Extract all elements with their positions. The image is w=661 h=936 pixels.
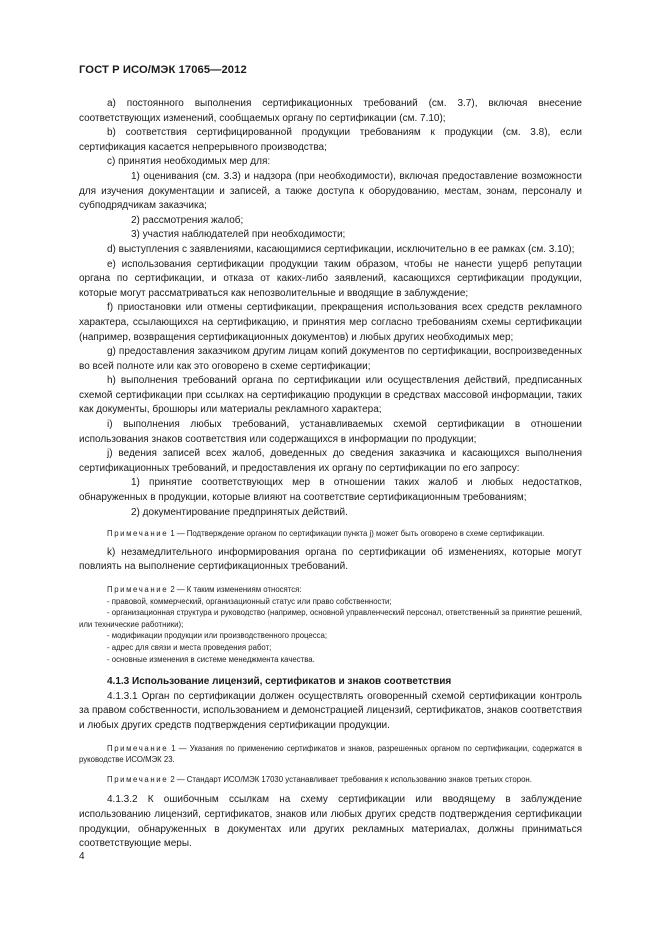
note-2-item: - правовой, коммерческий, организационный статус или право собственности; [107, 596, 392, 606]
item-c: c) принятия необходимых мер для: [107, 156, 271, 168]
item-k: k) незамедлительного информирования органа по сертификации об изменениях, которые могут повлиять на выполнение сертификационных требований. [79, 546, 582, 573]
item-e: e) использования сертификации продукции таким образом, чтобы не нанести ущерб репутации органа по сертификации, и отказа от каких-либо заявлений, касающихся сертификации продукции, которые могут рассматриваться как непозволительные и вводящие в заблуждение; [79, 258, 582, 299]
note-text: 1 — Указания по применению сертификатов и знаков, разрешенных органом по сертификации, содержатся в руководстве ИСО/МЭК 23. [79, 743, 583, 765]
note-4 [79, 774, 582, 786]
item-c-1: 1) оценивания (см. 3.3) и надзора (при необходимости), включая предоставление возможности для изучения документации и записей, а также доступа к оборудованию, местам, зонам, персоналу и субподрядчикам заказчика; [79, 170, 582, 212]
document-body [79, 97, 582, 852]
note-label: Примечание [107, 774, 169, 784]
item-j-1: 1) принятие соответствующих мер в отношении таких жалоб и любых недостатков, обнаруженных в продукции, которые влияют на соответствие сертификационным требованиям; [79, 477, 582, 504]
item-j: j) ведения записей всех жалоб, доведенных до сведения заказчика и касающихся выполнения сертификационных требований, и предоставления их органу по сертификации по его запросу: [79, 448, 582, 474]
note-label: Примечание [107, 743, 169, 753]
item-a: а) постоянного выполнения сертификационных требований (см. 3.7), включая внесение соответствующих изменений, сообщаемых органу по сертификации (см. 7.10); [79, 98, 582, 124]
item-c-2: 2) рассмотрения жалоб; [131, 214, 244, 226]
item-i: i) выполнения любых требований, устанавливаемых схемой сертификации в отношении использования знаков соответствия или содержащихся в информации по продукции; [79, 419, 582, 445]
item-b: b) соответствия сертифицированной продукции требованиям к продукции (см. 3.8), если сертификация касается непрерывного производства; [79, 127, 582, 153]
note-1 [79, 528, 582, 540]
section-title: 4.1.3 Использование лицензий, сертификатов и знаков соответствия [107, 676, 452, 688]
note-2-item: - организационная структура и руководство (например, основной управленческий персонал, ответственный за принятие решений, или технические работники); [79, 608, 582, 629]
document-header: ГОСТ Р ИСО/МЭК 17065—2012 [79, 64, 247, 76]
item-f: f) приостановки или отмены сертификации, прекращения использования всех средств рекламного характера, ссылающихся на сертификацию, и принятия мер согласно требованиям схемы сертификации (например, возвращения сертификационных документов) и любых других необходимых мер; [79, 302, 582, 343]
section-paragraph-2: 4.1.3.2 К ошибочным ссылкам на схему сертификации или вводящему в заблуждение использованию лицензий, сертификатов, знаков или любых других средств подтверждения сертификации продукции, обнаруженных в документах или других рекламных материалах, должны приниматься соответствующие меры. [79, 794, 582, 850]
note-text: 2 — К таким изменениям относятся: [170, 585, 302, 594]
item-c-3: 3) участия наблюдателей при необходимости; [131, 229, 346, 241]
item-h: h) выполнения требований органа по сертификации или осуществления действий, предписанных схемой сертификации при ссылках на сертификацию продукции в средствах массовой информации, таких как документы, брошюры или материалы рекламного характера; [79, 375, 582, 416]
section-paragraph-1: 4.1.3.1 Орган по сертификации должен осуществлять оговоренный схемой сертификации контроль за правом собственности, использованием и демонстрацией лицензий, сертификатов, знаков соответствия и любых других средств подтверждения сертификации продукции. [79, 690, 582, 731]
item-g: g) предоставления заказчиком другим лицам копий документов по сертификации, воспроизведенных во всей полноте или как это оговорено в схеме сертификации; [79, 346, 582, 372]
note-2 [79, 584, 582, 596]
page-number: 4 [79, 851, 85, 862]
note-label: Примечание [107, 529, 169, 539]
note-2-item: - модификации продукции или производственного процесса; [107, 631, 328, 641]
note-text: 1 — Подтверждение органом по сертификации пункта j) может быть оговорено в схеме сертификации. [170, 529, 545, 539]
item-d: d) выступления c заявлениями, касающимися сертификации, исключительно в ее рамках (см. 3.10); [107, 243, 575, 255]
note-2-item: - основные изменения в системе менеджмента качества. [107, 654, 315, 664]
note-3 [79, 743, 582, 766]
note-2-item: - адрес для связи и места проведения работ; [107, 642, 272, 652]
item-j-2: 2) документирование предпринятых действий. [131, 506, 348, 518]
note-label: Примечание [107, 585, 169, 594]
note-text: 2 — Стандарт ИСО/МЭК 17030 устанавливает требования к использованию знаков третьих сторон. [170, 774, 532, 784]
